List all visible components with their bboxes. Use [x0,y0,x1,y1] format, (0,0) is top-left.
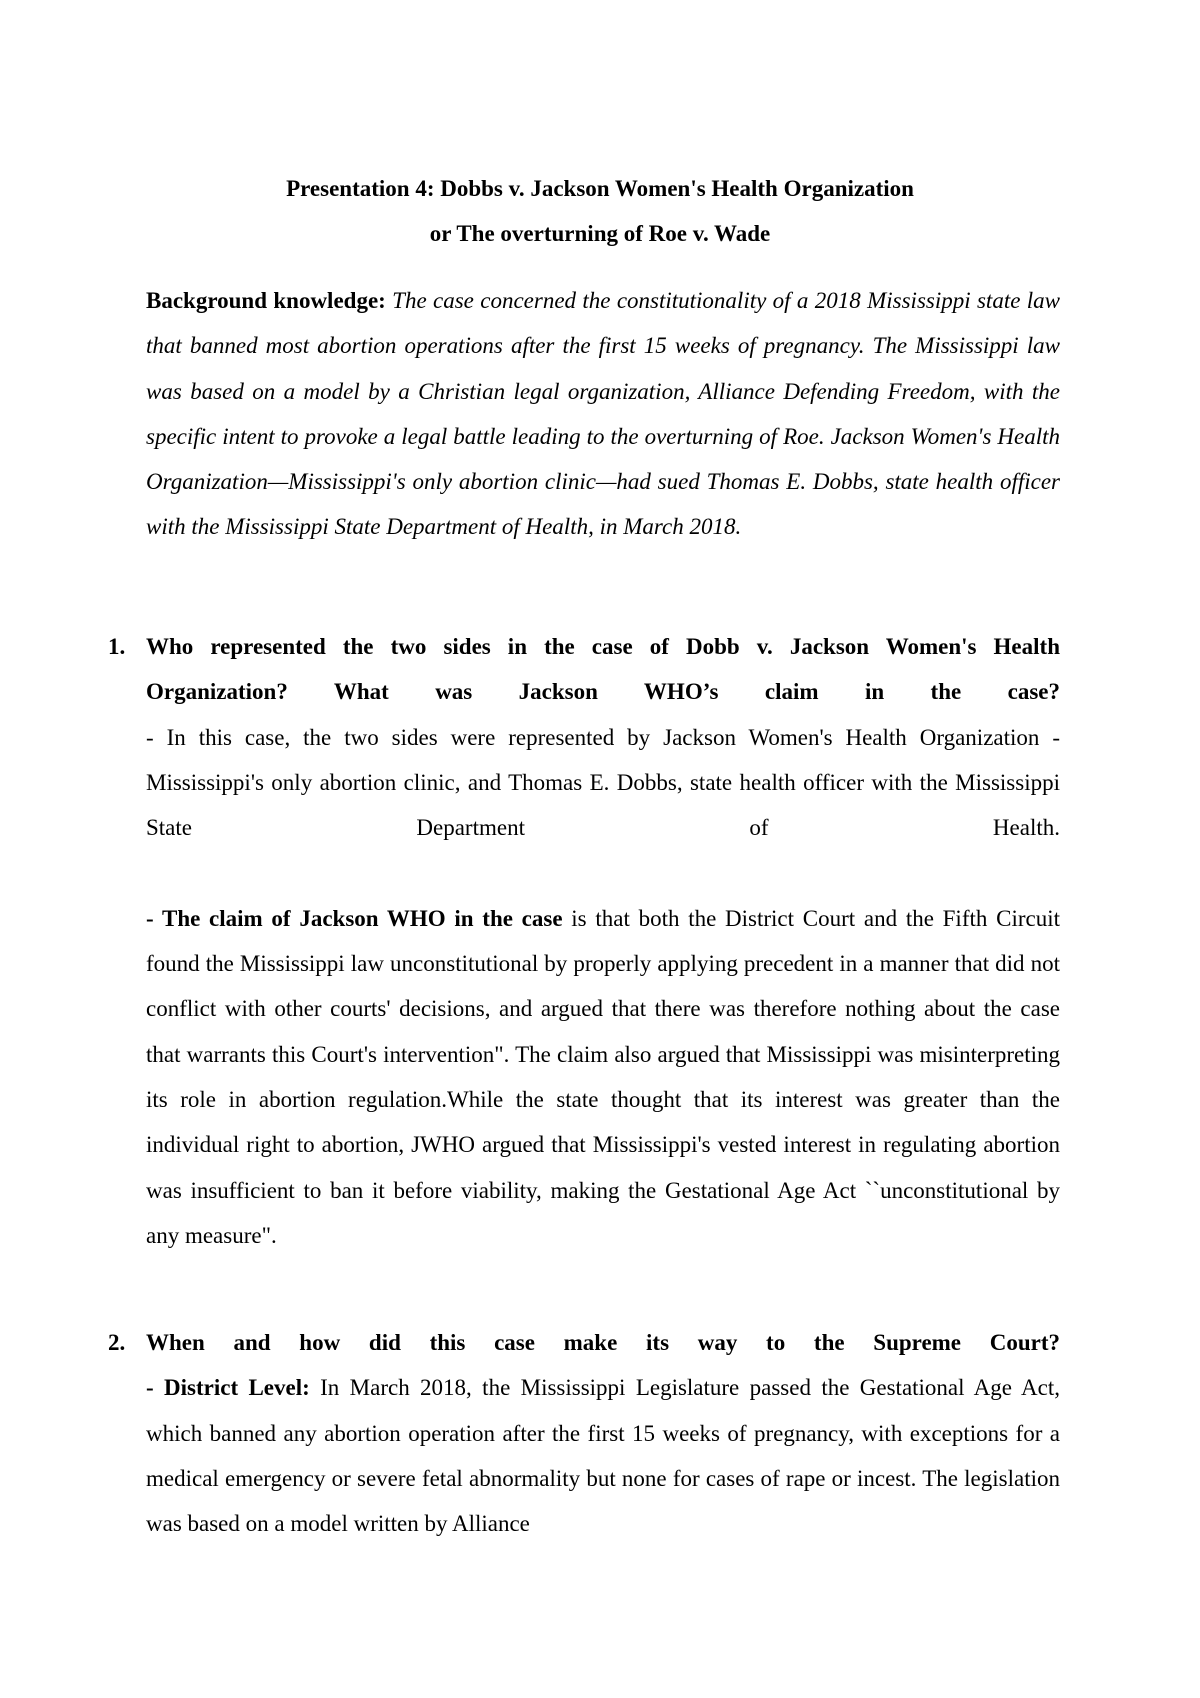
question-2-answer [146,1365,1060,1546]
title-line-2: or The overturning of Roe v. Wade [429,221,771,246]
background-paragraph [146,278,1060,550]
question-2-answer-lead: - District Level: [146,1375,310,1401]
question-1-content [146,624,1060,1258]
question-1-title-line-a: Who represented the two sides in the case of Dobb v. Jackson Women's Health [146,634,1060,659]
question-1 [108,624,1060,1258]
background-label: Background knowledge: [146,288,386,313]
question-1-answer-1: - In this case, the two sides were represented by Jackson Women's Health Organization - Mississippi's only abortion clinic, and Thomas E. Dobbs, state health officer with the Mississippi State Department of Health. [146,724,1060,841]
question-1-answer-2-lead: - The claim of Jackson WHO in the case [146,905,563,931]
title-line-1: Presentation 4: Dobbs v. Jackson Women's Health Organization [286,176,914,201]
paragraph-spacer [146,850,1060,895]
document-title [0,166,1200,256]
background-text: The case concerned the constitutionality of a 2018 Mississippi state law that banned most abortion operations after the first 15 weeks of pregnancy. The Mississippi law was based on a model by a Christian legal organization, Alliance Defending Freedom, with the specific intent to provoke a legal battle leading to the overturning of Roe. Jackson Women's Health Organization—Mississippi's only abortion clinic—had sued Thomas E. Dobbs, state health officer with the Mississippi State Department of Health, in March 2018. [146,288,1060,540]
question-2-answer-text: In March 2018, the Mississippi Legislature passed the Gestational Age Act, which banned any abortion operation after the first 15 weeks of pregnancy, with exceptions for a medical emergency or severe fetal abnormality but none for cases of rape or incest. The legislation was based on a model written by Alliance [146,1375,1060,1537]
question-2-content [146,1320,1060,1546]
question-1-answer-2-text: is that both the District Court and the Fifth Circuit found the Mississippi law unconstitutional by properly applying precedent in a manner that did not conflict with other courts' decisions, and argued that there was therefore nothing about the case that warrants this Court's intervention". The claim also argued that Mississippi was misinterpreting its role in abortion regulation.While the state thought that its interest was greater than the individual right to abortion, JWHO argued that Mississippi's vested interest in regulating abortion was insufficient to ban it before viability, making the Gestational Age Act ``unconstitutional by any measure". [146,905,1060,1248]
question-1-number: 1. [108,634,126,659]
question-2-number: 2. [108,1330,126,1355]
question-1-answer-2 [146,896,1060,1258]
question-2-title: When and how did this case make its way to the Supreme Court? [146,1330,1060,1355]
question-2 [108,1320,1060,1546]
question-1-title-line-b: Organization? What was Jackson WHO’s claim in the case? [146,679,1060,705]
